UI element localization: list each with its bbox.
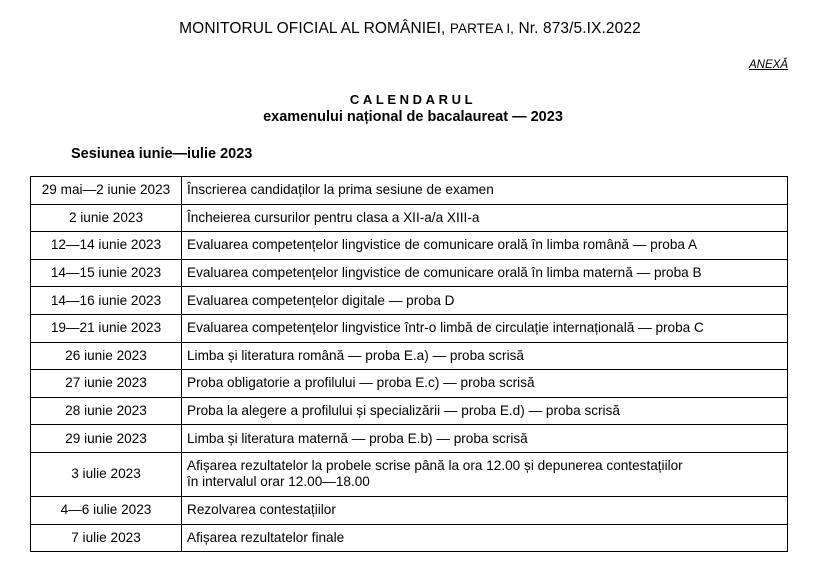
row-event: Evaluarea competențelor lingvistice într-o limbă de circulație internațională — proba C <box>182 314 788 342</box>
row-date: 14—16 iunie 2023 <box>31 287 182 315</box>
row-event: Proba obligatorie a profilului — proba E.c) — proba scrisă <box>182 370 788 398</box>
document-subtitle: examenului național de bacalaureat — 2023 <box>263 109 563 125</box>
annex-label: ANEXĂ <box>749 59 788 71</box>
table-row <box>31 232 788 260</box>
row-event: Afișarea rezultatelor finale <box>182 524 788 552</box>
table-row <box>31 204 788 232</box>
table-row <box>31 370 788 398</box>
row-event: Proba la alegere a profilului și specializării — proba E.d) — proba scrisă <box>182 397 788 425</box>
table-row <box>31 177 788 205</box>
table-row <box>31 314 788 342</box>
row-date: 3 iulie 2023 <box>31 452 182 496</box>
calendar-table <box>30 176 788 552</box>
row-event: Limba și literatura română — proba E.a) — proba scrisă <box>182 342 788 370</box>
row-date: 14—15 iunie 2023 <box>31 259 182 287</box>
session-title: Sesiunea iunie—iulie 2023 <box>71 146 253 162</box>
table-row <box>31 452 788 496</box>
publication-part: PARTEA I, <box>449 21 515 36</box>
row-event: Limba și literatura maternă — proba E.b) — proba scrisă <box>182 425 788 453</box>
row-event-line: Afișarea rezultatelor la probele scrise până la ora 12.00 și depunerea contestațiilor <box>187 458 683 474</box>
table-row <box>31 524 788 552</box>
table-row <box>31 496 788 524</box>
row-event: Evaluarea competențelor lingvistice de comunicare orală în limba română — proba A <box>182 232 788 260</box>
row-event: Evaluarea competențelor digitale — proba D <box>182 287 788 315</box>
table-row <box>31 259 788 287</box>
row-event: Rezolvarea contestațiilor <box>182 496 788 524</box>
row-date: 12—14 iunie 2023 <box>31 232 182 260</box>
row-date: 4—6 iulie 2023 <box>31 496 182 524</box>
row-date: 27 iunie 2023 <box>31 370 182 398</box>
row-date: 28 iunie 2023 <box>31 397 182 425</box>
publication-name: MONITORUL OFICIAL AL ROMÂNIEI, <box>179 20 446 37</box>
row-date: 29 mai—2 iunie 2023 <box>31 177 182 205</box>
row-event: Încheierea cursurilor pentru clasa a XII-a/a XIII-a <box>182 204 788 232</box>
publication-issue: Nr. 873/5.IX.2022 <box>518 20 641 37</box>
row-date: 7 iulie 2023 <box>31 524 182 552</box>
row-date: 29 iunie 2023 <box>31 425 182 453</box>
row-date: 19—21 iunie 2023 <box>31 314 182 342</box>
publication-header <box>0 20 820 38</box>
table-row <box>31 397 788 425</box>
row-event: Evaluarea competențelor lingvistice de comunicare orală în limba maternă — proba B <box>182 259 788 287</box>
document-title: CALENDARUL <box>349 92 477 107</box>
table-row <box>31 287 788 315</box>
row-event: Înscrierea candidaților la prima sesiune de examen <box>182 177 788 205</box>
row-event-line: în intervalul orar 12.00—18.00 <box>187 474 370 490</box>
table-row <box>31 425 788 453</box>
row-date: 26 iunie 2023 <box>31 342 182 370</box>
table-row <box>31 342 788 370</box>
row-event <box>182 452 788 496</box>
row-date: 2 iunie 2023 <box>31 204 182 232</box>
